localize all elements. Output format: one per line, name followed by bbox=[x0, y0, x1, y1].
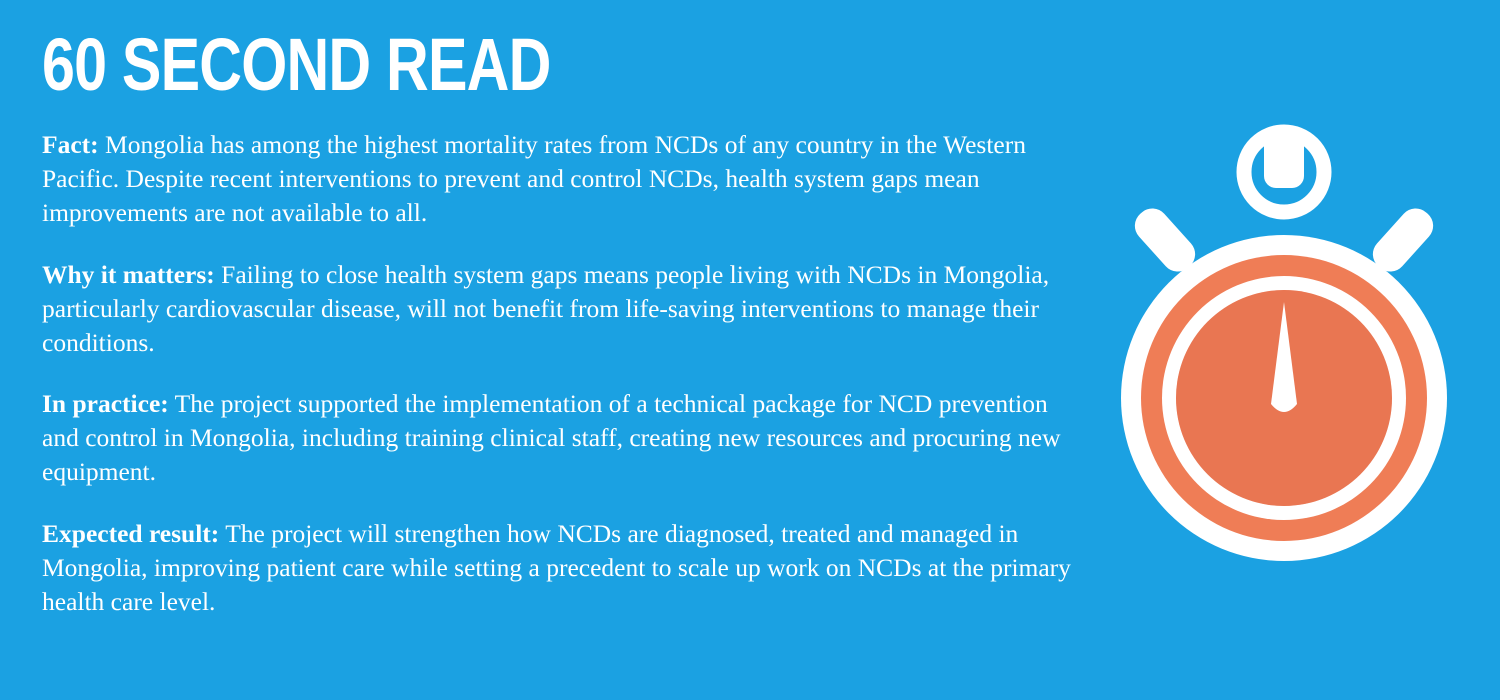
text-content bbox=[42, 23, 1082, 619]
paragraph-body: The project will strengthen how NCDs are diagnosed, treated and managed in Mongolia, improving patient care while setting a precedent to scale up work on NCDs at the primary health care level. bbox=[42, 519, 1071, 616]
paragraph-why-it-matters bbox=[42, 258, 1082, 360]
paragraph-expected-result bbox=[42, 517, 1082, 619]
paragraph-lead: Expected result: bbox=[42, 519, 220, 549]
paragraph-body: Mongolia has among the highest mortality rates from NCDs of any country in the Western Pacific. Despite recent interventions to prevent and control NCDs, health system gaps mean improvements are not available to all. bbox=[42, 130, 1026, 227]
paragraph-lead: Why it matters: bbox=[42, 259, 215, 289]
paragraph-body: The project supported the implementation of a technical package for NCD prevention and control in Mongolia, including training clinical staff, creating new resources and procuring new equipment. bbox=[42, 389, 1061, 487]
page-title: 60 SECOND READ bbox=[42, 23, 551, 106]
paragraph-fact bbox=[42, 128, 1082, 230]
paragraph-body: Failing to close health system gaps means people living with NCDs in Mongolia, particularly cardiovascular disease, will not benefit from life-saving interventions to manage their conditions. bbox=[42, 259, 1050, 357]
stopwatch-icon bbox=[1104, 120, 1464, 580]
paragraph-lead: In practice: bbox=[42, 389, 169, 419]
paragraph-lead: Fact: bbox=[42, 130, 99, 159]
paragraph-in-practice bbox=[42, 387, 1082, 489]
